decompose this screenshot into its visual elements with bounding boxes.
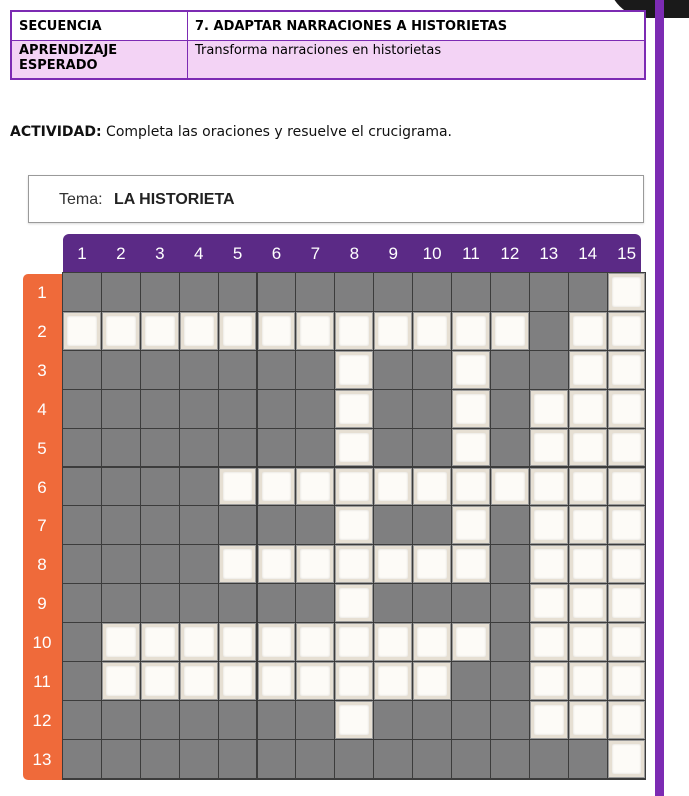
crossword-blocked-cell xyxy=(63,545,101,583)
actividad-instruction xyxy=(10,124,452,140)
column-number: 14 xyxy=(578,244,598,263)
crossword-open-cell[interactable] xyxy=(530,623,568,661)
crossword-open-cell[interactable] xyxy=(452,429,490,467)
crossword-open-cell[interactable] xyxy=(219,545,257,583)
crossword-blocked-cell xyxy=(335,273,373,311)
crossword-open-cell[interactable] xyxy=(608,312,646,350)
crossword-blocked-cell xyxy=(219,740,257,778)
crossword-row-header xyxy=(23,274,63,780)
crossword-open-cell[interactable] xyxy=(530,545,568,583)
crossword-blocked-cell xyxy=(219,390,257,428)
crossword-open-cell[interactable] xyxy=(608,390,646,428)
crossword-open-cell[interactable] xyxy=(374,662,412,700)
crossword-blocked-cell xyxy=(530,740,568,778)
crossword-open-cell[interactable] xyxy=(141,623,179,661)
crossword-blocked-cell xyxy=(491,273,529,311)
crossword-blocked-cell xyxy=(63,584,101,622)
crossword-blocked-cell xyxy=(258,429,296,467)
crossword-open-cell[interactable] xyxy=(569,662,607,700)
column-number: 7 xyxy=(310,244,321,263)
crossword-blocked-cell xyxy=(63,701,101,739)
crossword-blocked-cell xyxy=(219,506,257,544)
crossword-blocked-cell xyxy=(413,273,451,311)
row-number: 7 xyxy=(37,516,47,536)
crossword-blocked-cell xyxy=(296,273,334,311)
crossword-blocked-cell xyxy=(63,468,101,506)
crossword-blocked-cell xyxy=(141,468,179,506)
crossword-blocked-cell xyxy=(491,740,529,778)
crossword-open-cell[interactable] xyxy=(530,662,568,700)
aprendizaje-value: Transforma narraciones en historietas xyxy=(188,41,646,80)
crossword-blocked-cell xyxy=(296,390,334,428)
crossword-blocked-cell xyxy=(258,273,296,311)
crossword-open-cell[interactable] xyxy=(530,390,568,428)
crossword-open-cell[interactable] xyxy=(491,312,529,350)
crossword-blocked-cell xyxy=(413,429,451,467)
crossword-open-cell[interactable] xyxy=(219,312,257,350)
crossword-blocked-cell xyxy=(102,390,140,428)
crossword-blocked-cell xyxy=(296,584,334,622)
crossword-blocked-cell xyxy=(102,273,140,311)
crossword-open-cell[interactable] xyxy=(335,545,373,583)
row-number: 10 xyxy=(32,633,52,653)
tema-label: Tema: xyxy=(59,191,103,208)
crossword-open-cell[interactable] xyxy=(530,468,568,506)
crossword-blocked-cell xyxy=(102,701,140,739)
crossword-blocked-cell xyxy=(180,273,218,311)
crossword-blocked-cell xyxy=(219,429,257,467)
crossword-blocked-cell xyxy=(296,429,334,467)
crossword-open-cell[interactable] xyxy=(374,312,412,350)
column-number: 5 xyxy=(232,244,243,263)
crossword-blocked-cell xyxy=(141,545,179,583)
crossword-blocked-cell xyxy=(413,701,451,739)
crossword-open-cell[interactable] xyxy=(530,701,568,739)
crossword-open-cell[interactable] xyxy=(413,468,451,506)
crossword-open-cell[interactable] xyxy=(219,468,257,506)
crossword-blocked-cell xyxy=(180,545,218,583)
crossword-blocked-cell xyxy=(335,740,373,778)
crossword-open-cell[interactable] xyxy=(180,623,218,661)
crossword-blocked-cell xyxy=(141,701,179,739)
crossword-open-cell[interactable] xyxy=(569,506,607,544)
crossword-blocked-cell xyxy=(141,740,179,778)
crossword-blocked-cell xyxy=(258,351,296,389)
crossword-open-cell[interactable] xyxy=(219,623,257,661)
crossword-open-cell[interactable] xyxy=(180,662,218,700)
crossword-blocked-cell xyxy=(63,273,101,311)
crossword-open-cell[interactable] xyxy=(102,623,140,661)
crossword-open-cell[interactable] xyxy=(296,623,334,661)
crossword-blocked-cell xyxy=(219,701,257,739)
crossword-open-cell[interactable] xyxy=(296,468,334,506)
crossword-blocked-cell xyxy=(413,506,451,544)
crossword-blocked-cell xyxy=(180,701,218,739)
tema-box xyxy=(28,175,644,223)
aprendizaje-label-line2: ESPERADO xyxy=(19,58,98,73)
crossword-blocked-cell xyxy=(569,273,607,311)
crossword-blocked-cell xyxy=(296,351,334,389)
row-number: 6 xyxy=(37,477,47,497)
column-number: 10 xyxy=(422,244,442,263)
crossword-open-cell[interactable] xyxy=(452,351,490,389)
crossword-open-cell[interactable] xyxy=(413,662,451,700)
column-number: 13 xyxy=(539,244,559,263)
crossword-blocked-cell xyxy=(413,351,451,389)
crossword-blocked-cell xyxy=(452,273,490,311)
crossword-blocked-cell xyxy=(296,740,334,778)
crossword-blocked-cell xyxy=(374,584,412,622)
crossword-open-cell[interactable] xyxy=(374,468,412,506)
crossword-blocked-cell xyxy=(63,623,101,661)
actividad-label: ACTIVIDAD: xyxy=(10,124,102,140)
row-number: 9 xyxy=(37,594,47,614)
crossword-blocked-cell xyxy=(63,390,101,428)
column-number: 8 xyxy=(349,244,360,263)
crossword-blocked-cell xyxy=(180,351,218,389)
row-number: 8 xyxy=(37,555,47,575)
crossword-blocked-cell xyxy=(413,740,451,778)
column-number: 1 xyxy=(77,244,87,263)
crossword-open-cell[interactable] xyxy=(569,701,607,739)
crossword-blocked-cell xyxy=(530,273,568,311)
crossword-open-cell[interactable] xyxy=(530,429,568,467)
crossword-open-cell[interactable] xyxy=(335,390,373,428)
crossword-blocked-cell xyxy=(569,740,607,778)
crossword-blocked-cell xyxy=(491,623,529,661)
crossword-open-cell[interactable] xyxy=(335,312,373,350)
crossword-blocked-cell xyxy=(180,390,218,428)
crossword-blocked-cell xyxy=(102,351,140,389)
crossword-blocked-cell xyxy=(374,273,412,311)
column-number: 2 xyxy=(116,244,126,263)
crossword-open-cell[interactable] xyxy=(219,662,257,700)
row-number: 4 xyxy=(37,399,47,419)
crossword-blocked-cell xyxy=(141,506,179,544)
crossword-open-cell[interactable] xyxy=(296,312,334,350)
secuencia-value: 7. ADAPTAR NARRACIONES A HISTORIETAS xyxy=(188,11,646,41)
actividad-text: Completa las oraciones y resuelve el crucigrama. xyxy=(106,124,452,140)
crossword-open-cell[interactable] xyxy=(335,429,373,467)
crossword-blocked-cell xyxy=(374,701,412,739)
crossword-blocked-cell xyxy=(452,662,490,700)
crossword-blocked-cell xyxy=(491,506,529,544)
crossword-open-cell[interactable] xyxy=(530,506,568,544)
crossword-blocked-cell xyxy=(219,351,257,389)
crossword-blocked-cell xyxy=(63,506,101,544)
crossword-blocked-cell xyxy=(530,312,568,350)
crossword-open-cell[interactable] xyxy=(608,545,646,583)
crossword-blocked-cell xyxy=(102,545,140,583)
crossword-open-cell[interactable] xyxy=(452,545,490,583)
row-number: 3 xyxy=(37,360,47,380)
crossword-blocked-cell xyxy=(141,584,179,622)
crossword-open-cell[interactable] xyxy=(296,662,334,700)
crossword-open-cell[interactable] xyxy=(608,584,646,622)
aprendizaje-label-line1: APRENDIZAJE xyxy=(19,43,118,58)
aprendizaje-label xyxy=(11,41,188,80)
crossword-grid xyxy=(62,272,646,780)
crossword-open-cell[interactable] xyxy=(452,312,490,350)
column-number: 3 xyxy=(155,244,165,263)
crossword-blocked-cell xyxy=(141,390,179,428)
crossword-blocked-cell xyxy=(102,468,140,506)
column-number: 9 xyxy=(388,244,398,263)
crossword-open-cell[interactable] xyxy=(102,662,140,700)
row-number: 12 xyxy=(32,710,52,730)
crossword-blocked-cell xyxy=(219,584,257,622)
crossword-open-cell[interactable] xyxy=(63,312,101,350)
crossword-open-cell[interactable] xyxy=(180,312,218,350)
crossword-open-cell[interactable] xyxy=(335,662,373,700)
row-number: 1 xyxy=(37,283,47,302)
crossword-blocked-cell xyxy=(296,506,334,544)
crossword-blocked-cell xyxy=(258,740,296,778)
crossword-blocked-cell xyxy=(491,584,529,622)
crossword-column-header xyxy=(63,234,641,272)
crossword-open-cell[interactable] xyxy=(141,312,179,350)
crossword-blocked-cell xyxy=(102,584,140,622)
crossword-open-cell[interactable] xyxy=(258,662,296,700)
column-number: 11 xyxy=(462,244,480,263)
crossword-blocked-cell xyxy=(180,429,218,467)
column-number: 4 xyxy=(193,244,204,263)
crossword-open-cell[interactable] xyxy=(569,623,607,661)
crossword-open-cell[interactable] xyxy=(608,351,646,389)
crossword-open-cell[interactable] xyxy=(569,545,607,583)
crossword-blocked-cell xyxy=(141,351,179,389)
crossword-open-cell[interactable] xyxy=(258,545,296,583)
crossword-open-cell[interactable] xyxy=(102,312,140,350)
crossword-blocked-cell xyxy=(141,273,179,311)
crossword-blocked-cell xyxy=(296,701,334,739)
crossword-blocked-cell xyxy=(102,429,140,467)
crossword-blocked-cell xyxy=(180,506,218,544)
crossword-open-cell[interactable] xyxy=(608,662,646,700)
row-number: 11 xyxy=(33,672,51,691)
column-number: 6 xyxy=(271,244,282,263)
crossword-blocked-cell xyxy=(180,740,218,778)
crossword-open-cell[interactable] xyxy=(258,312,296,350)
crossword-open-cell[interactable] xyxy=(335,584,373,622)
crossword-open-cell[interactable] xyxy=(608,701,646,739)
header-table xyxy=(10,10,646,80)
crossword-blocked-cell xyxy=(452,584,490,622)
crossword-blocked-cell xyxy=(63,351,101,389)
crossword-open-cell[interactable] xyxy=(335,701,373,739)
crossword-open-cell[interactable] xyxy=(608,468,646,506)
secuencia-label: SECUENCIA xyxy=(11,11,188,41)
crossword-open-cell[interactable] xyxy=(413,312,451,350)
crossword-blocked-cell xyxy=(491,351,529,389)
crossword-open-cell[interactable] xyxy=(569,429,607,467)
crossword-blocked-cell xyxy=(141,429,179,467)
crossword-open-cell[interactable] xyxy=(608,506,646,544)
crossword-open-cell[interactable] xyxy=(374,545,412,583)
crossword-blocked-cell xyxy=(491,662,529,700)
crossword-open-cell[interactable] xyxy=(141,662,179,700)
crossword-blocked-cell xyxy=(452,740,490,778)
crossword-open-cell[interactable] xyxy=(258,623,296,661)
crossword-open-cell[interactable] xyxy=(335,468,373,506)
tema-value: LA HISTORIETA xyxy=(114,191,235,208)
crossword-blocked-cell xyxy=(491,429,529,467)
crossword-open-cell[interactable] xyxy=(569,390,607,428)
crossword-blocked-cell xyxy=(491,701,529,739)
crossword-blocked-cell xyxy=(374,429,412,467)
crossword-blocked-cell xyxy=(102,740,140,778)
crossword-open-cell[interactable] xyxy=(374,623,412,661)
crossword-blocked-cell xyxy=(219,273,257,311)
crossword-blocked-cell xyxy=(63,662,101,700)
crossword-blocked-cell xyxy=(258,506,296,544)
crossword-blocked-cell xyxy=(63,740,101,778)
crossword-blocked-cell xyxy=(413,390,451,428)
crossword-blocked-cell xyxy=(180,584,218,622)
crossword-blocked-cell xyxy=(374,390,412,428)
crossword-open-cell[interactable] xyxy=(608,740,646,778)
crossword-open-cell[interactable] xyxy=(413,623,451,661)
row-number: 13 xyxy=(32,749,52,769)
crossword-open-cell[interactable] xyxy=(569,468,607,506)
column-number: 12 xyxy=(500,244,520,263)
row-number: 5 xyxy=(37,438,47,458)
crossword-open-cell[interactable] xyxy=(491,468,529,506)
crossword-blocked-cell xyxy=(258,701,296,739)
crossword-open-cell[interactable] xyxy=(452,506,490,544)
page-border-right xyxy=(655,0,664,796)
crossword-blocked-cell xyxy=(491,390,529,428)
crossword-blocked-cell xyxy=(102,506,140,544)
crossword-open-cell[interactable] xyxy=(530,584,568,622)
crossword-open-cell[interactable] xyxy=(452,390,490,428)
crossword-open-cell[interactable] xyxy=(608,429,646,467)
crossword-open-cell[interactable] xyxy=(569,584,607,622)
crossword-blocked-cell xyxy=(180,468,218,506)
crossword-open-cell[interactable] xyxy=(608,273,646,311)
crossword-open-cell[interactable] xyxy=(258,468,296,506)
crossword-open-cell[interactable] xyxy=(569,351,607,389)
crossword-blocked-cell xyxy=(258,390,296,428)
crossword-open-cell[interactable] xyxy=(335,351,373,389)
crossword-open-cell[interactable] xyxy=(296,545,334,583)
crossword-open-cell[interactable] xyxy=(452,468,490,506)
crossword-open-cell[interactable] xyxy=(413,545,451,583)
crossword-blocked-cell xyxy=(374,351,412,389)
crossword-open-cell[interactable] xyxy=(335,623,373,661)
crossword-open-cell[interactable] xyxy=(569,312,607,350)
crossword-blocked-cell xyxy=(530,351,568,389)
crossword-blocked-cell xyxy=(491,545,529,583)
crossword-open-cell[interactable] xyxy=(608,623,646,661)
crossword-open-cell[interactable] xyxy=(335,506,373,544)
column-number: 15 xyxy=(617,244,637,263)
crossword-open-cell[interactable] xyxy=(452,623,490,661)
row-number: 2 xyxy=(37,321,47,341)
crossword-blocked-cell xyxy=(374,506,412,544)
crossword-blocked-cell xyxy=(63,429,101,467)
crossword-blocked-cell xyxy=(258,584,296,622)
crossword-blocked-cell xyxy=(374,740,412,778)
crossword-blocked-cell xyxy=(413,584,451,622)
crossword-blocked-cell xyxy=(452,701,490,739)
